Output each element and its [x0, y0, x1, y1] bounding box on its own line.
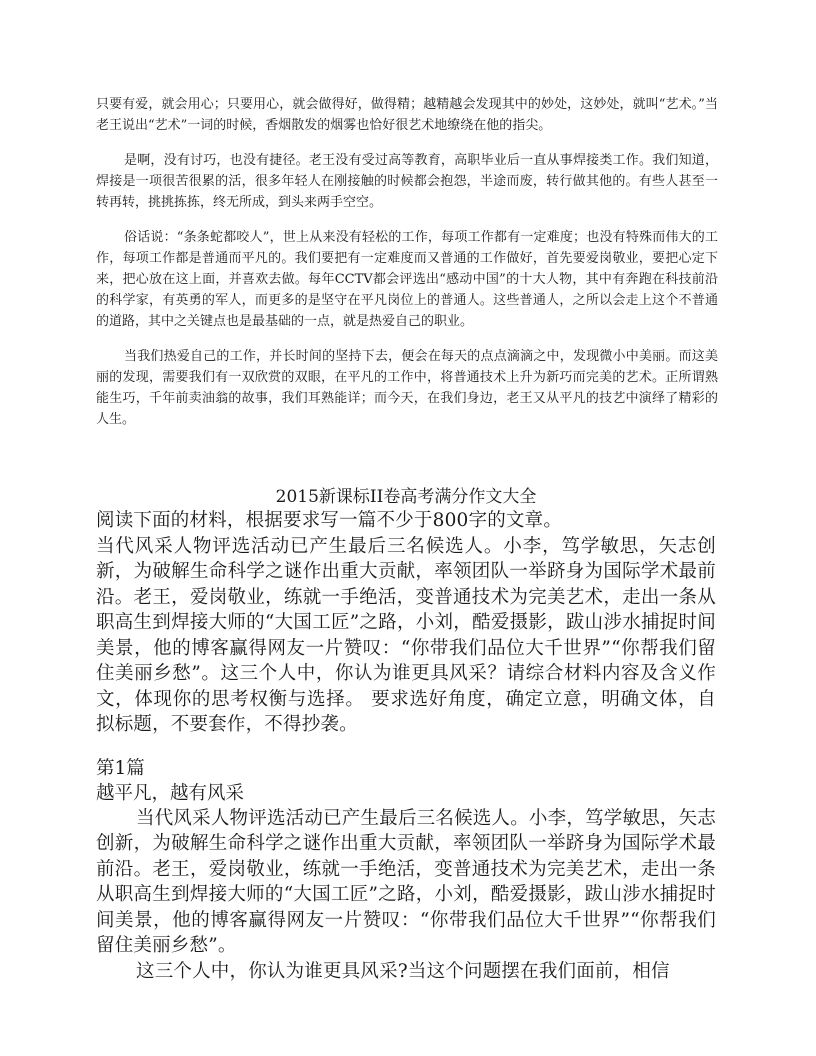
- essay-paragraph: 当代风采人物评选活动已产生最后三名候选人。小李，笃学敏思，矢志创新，为破解生命科学之谜作出重大贡献，率领团队一举跻身为国际学术最前沿。老王，爱岗敬业，练就一手绝活，变普通技术为完美艺术，走出一条从职高生到焊接大师的“大国工匠”之路，小刘，酷爱摄影，跋山涉水捕捉时间美景，他的博客赢得网友一片赞叹：“你带我们品位大千世界”“你帮我们留住美丽乡愁”。: [96, 807, 716, 956]
- body-paragraph: 只要有爱，就会用心；只要用心，就会做得好，做得精；越精越会发现其中的妙处，这妙处，就叫“艺术。”当老王说出“艺术”一词的时候，香烟散发的烟雾也恰好很艺术地缭绕在他的指尖。: [96, 97, 718, 133]
- essay-number-label: 第1篇: [96, 757, 145, 779]
- body-paragraph: 是啊，没有讨巧，也没有捷径。老王没有受过高等教育，高职毕业后一直从事焊接类工作。我们知道，焊接是一项很苦很累的活，很多年轻人在刚接触的时候都会抱怨，半途而废，转行做其他的。有些人甚至一转再转，挑挑拣拣，终无所成，到头来两手空空。: [96, 153, 718, 210]
- document-title: 2015新课标II卷高考满分作文大全: [275, 487, 537, 507]
- previous-essay-excerpt: [96, 94, 718, 444]
- body-paragraph: 当我们热爱自己的工作，并长时间的坚持下去，便会在每天的点点滴滴之中，发现微小中美丽。而这美丽的发现，需要我们有一双欣赏的双眼，在平凡的工作中，将普通技术上升为新巧而完美的艺术。正所谓熟能生巧，千年前卖油翁的故事，我们耳熟能详；而今天，在我们身边，老王又从平凡的技艺中演绎了精彩的人生。: [96, 349, 718, 427]
- body-paragraph: 俗话说：“条条蛇都咬人”，世上从来没有轻松的工作，每项工作都有一定难度；也没有特殊而伟大的工作，每项工作都是普通而平凡的。我们要把有一定难度而又普通的工作做好，首先要爱岗敬业，要把心定下来，把心放在这上面，并喜欢去做。每年CCTV都会评选出“感动中国”的十大人物，其中有奔跑在科技前沿的科学家，有英勇的军人，而更多的是坚守在平凡岗位上的普通人。这些普通人，之所以会走上这个不普通的道路，其中之关键点也是最基础的一点，就是热爱自己的职业。: [96, 230, 718, 329]
- prompt-instruction: 阅读下面的材料，根据要求写一篇不少于800字的文章。: [96, 510, 563, 531]
- spacer: [96, 738, 716, 756]
- essay-collection-section: [96, 486, 716, 984]
- prompt-material: 当代风采人物评选活动已产生最后三名候选人。小李，笃学敏思，矢志创新，为破解生命科学之谜作出重大贡献，率领团队一举跻身为国际学术最前沿。老王，爱岗敬业，练就一手绝活，变普通技术为完美艺术，走出一条从职高生到焊接大师的“大国工匠”之路，小刘，酷爱摄影，跋山涉水捕捉时间美景，他的博客赢得网友一片赞叹：“你带我们品位大千世界”“你帮我们留住美丽乡愁”。这三个人中，你认为谁更具风采？请综合材料内容及含义作文，体现你的思考权衡与选择。 要求选好角度，确定立意，明确文体，自拟标题，不要套作，不得抄袭。: [96, 535, 716, 735]
- essay-paragraph: 这三个人中，你认为谁更具风采?当这个问题摆在我们面前，相信: [136, 960, 670, 982]
- essay-title: 越平凡，越有风采: [96, 782, 245, 804]
